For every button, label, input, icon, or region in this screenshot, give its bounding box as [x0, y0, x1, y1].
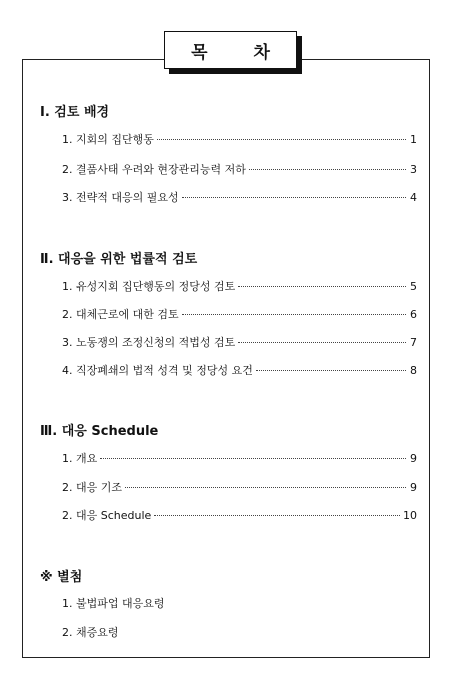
dot-leader — [256, 370, 406, 371]
section-heading-2: Ⅱ. 대응을 위한 법률적 검토 — [40, 252, 198, 267]
toc-item-label: 1. 지회의 집단행동 — [62, 133, 154, 146]
toc-item-page: 9 — [410, 452, 417, 465]
dot-leader — [125, 487, 406, 488]
toc-item[interactable] — [62, 362, 417, 378]
toc-item-label: 2. 채증요령 — [62, 626, 119, 639]
toc-item[interactable] — [62, 624, 119, 640]
toc-item-page: 9 — [410, 481, 417, 494]
toc-item-page: 5 — [410, 280, 417, 293]
toc-item-label: 3. 노동쟁의 조정신청의 적법성 검토 — [62, 336, 236, 349]
toc-frame — [22, 59, 430, 658]
dot-leader — [154, 515, 400, 516]
dot-leader — [249, 169, 406, 170]
toc-item[interactable] — [62, 306, 417, 322]
toc-item[interactable] — [62, 450, 417, 466]
dot-leader — [238, 286, 406, 287]
page-title: 목 차 — [191, 42, 290, 63]
toc-item[interactable] — [62, 595, 165, 611]
toc-item-label: 2. 대체근로에 대한 검토 — [62, 308, 179, 321]
toc-item-page: 6 — [410, 308, 417, 321]
toc-item-page: 10 — [403, 509, 417, 522]
toc-item-label: 1. 유성지회 집단행동의 정당성 검토 — [62, 280, 236, 293]
toc-item-page: 4 — [410, 191, 417, 204]
toc-item-page: 3 — [410, 163, 417, 176]
dot-leader — [100, 458, 406, 459]
toc-item-label: 2. 결품사태 우려와 현장관리능력 저하 — [62, 163, 246, 176]
toc-item-page: 1 — [410, 133, 417, 146]
section-heading-3: Ⅲ. 대응 Schedule — [40, 424, 159, 439]
dot-leader — [182, 314, 406, 315]
dot-leader — [238, 342, 406, 343]
section-heading-attachments: ※ 별첨 — [40, 570, 83, 585]
toc-item[interactable] — [62, 161, 417, 177]
toc-item[interactable] — [62, 479, 417, 495]
toc-item-page: 8 — [410, 364, 417, 377]
toc-item-label: 3. 전략적 대응의 필요성 — [62, 191, 179, 204]
toc-item-label: 2. 대응 Schedule — [62, 509, 152, 522]
title-box — [164, 31, 297, 69]
toc-item[interactable] — [62, 334, 417, 350]
toc-item-label: 1. 불법파업 대응요령 — [62, 597, 165, 610]
toc-item-label: 1. 개요 — [62, 452, 98, 465]
toc-item[interactable] — [62, 507, 417, 523]
toc-item[interactable] — [62, 131, 417, 147]
toc-item[interactable] — [62, 278, 417, 294]
toc-item-label: 4. 직장폐쇄의 법적 성격 및 정당성 요건 — [62, 364, 253, 377]
toc-item-label: 2. 대응 기조 — [62, 481, 122, 494]
section-heading-1: Ⅰ. 검토 배경 — [40, 105, 110, 120]
dot-leader — [182, 197, 406, 198]
dot-leader — [157, 139, 406, 140]
toc-item[interactable] — [62, 189, 417, 205]
toc-item-page: 7 — [410, 336, 417, 349]
